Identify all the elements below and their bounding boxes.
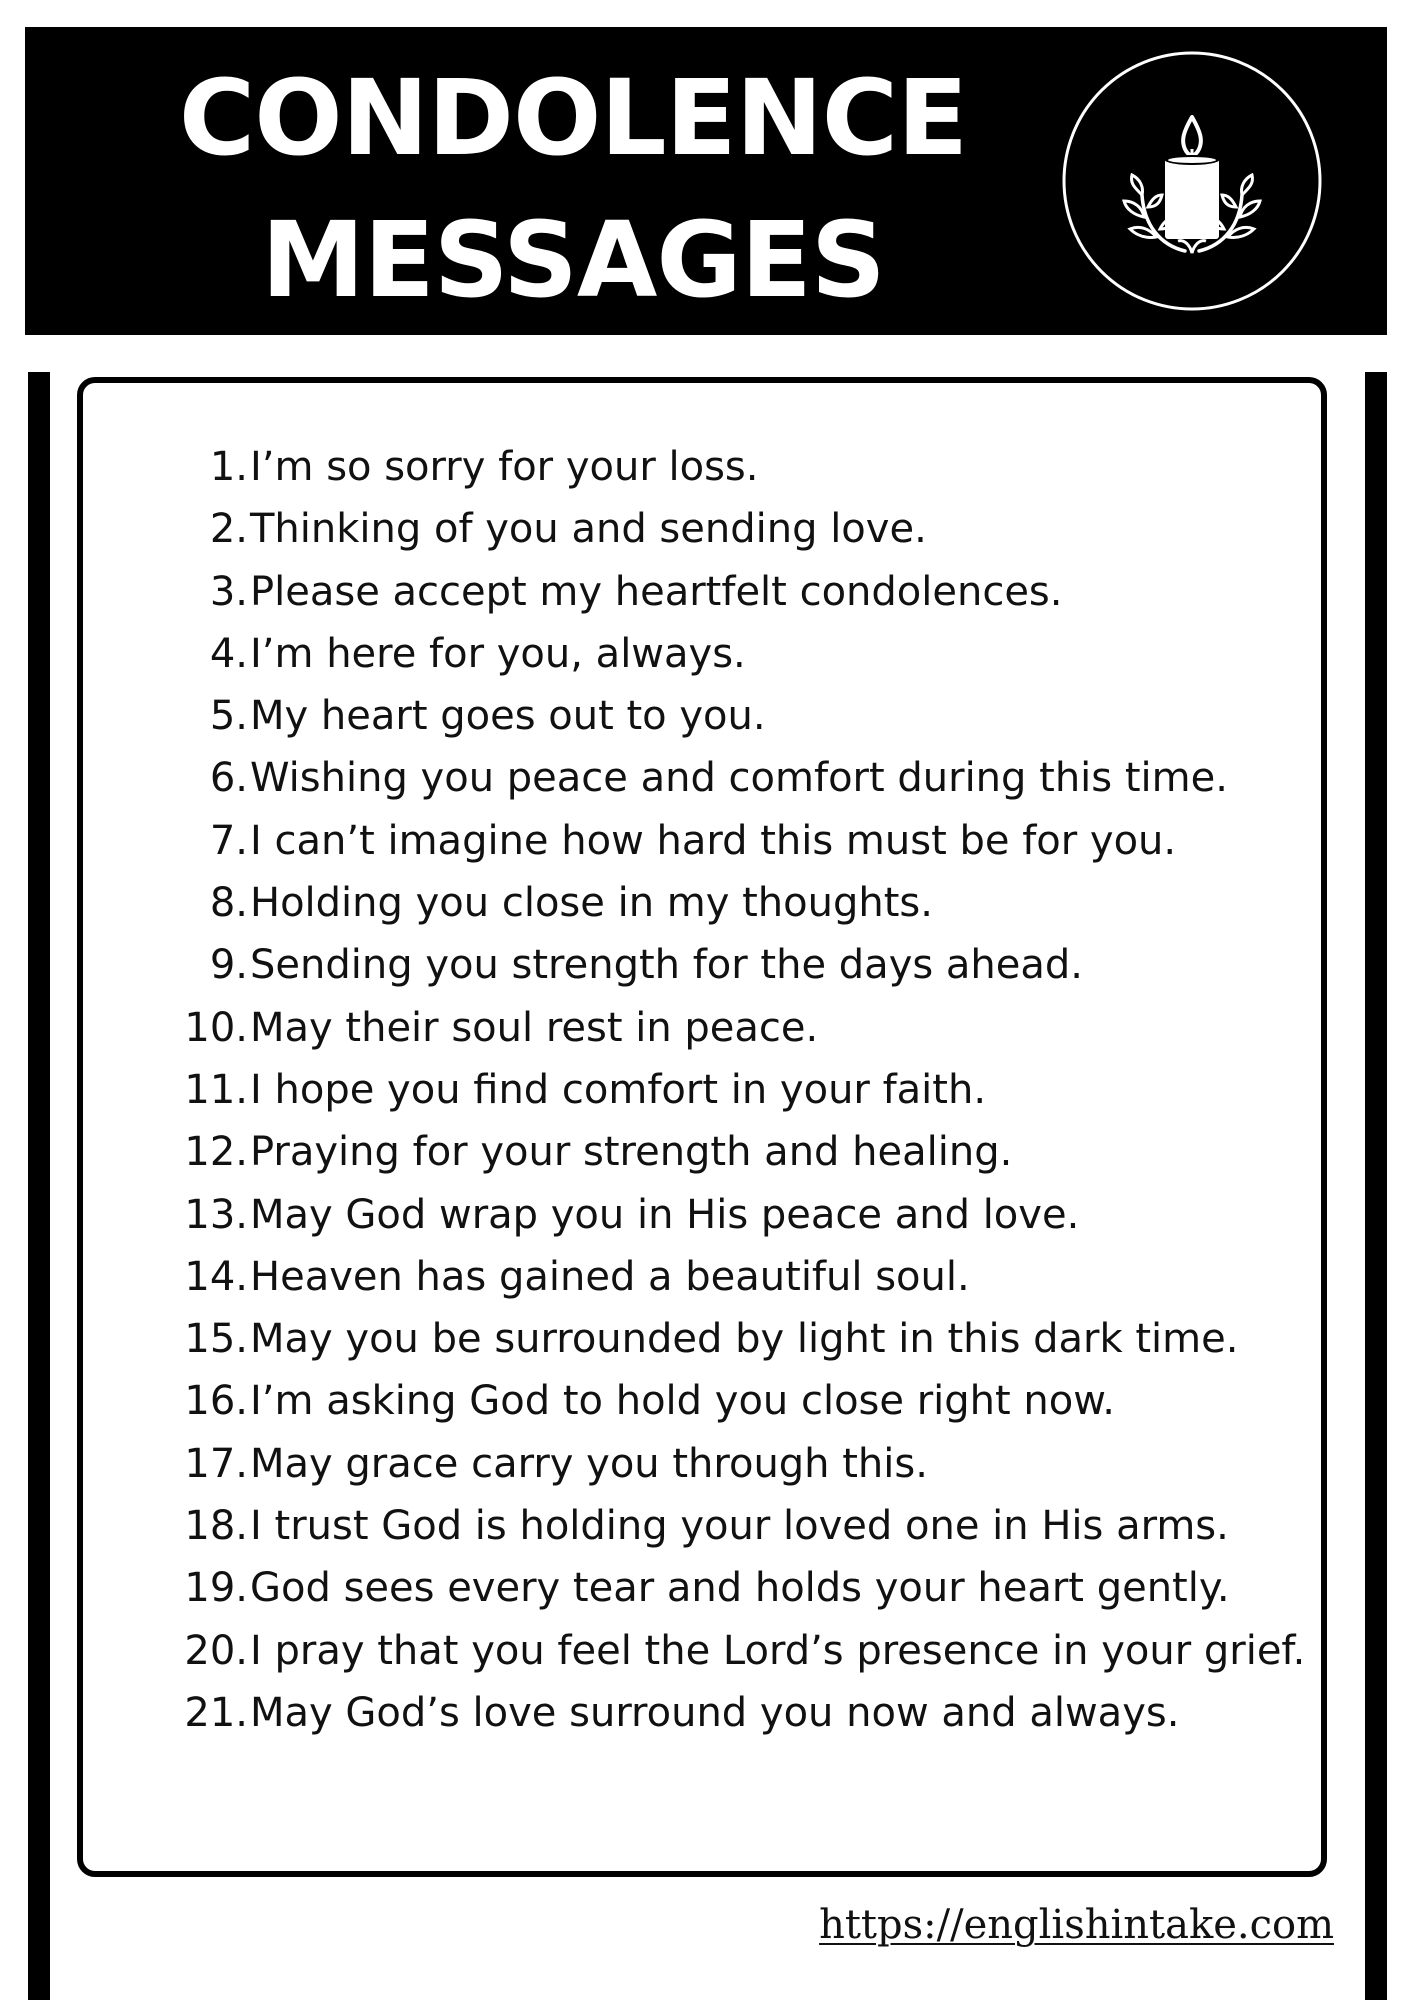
item-text: My heart goes out to you.: [250, 693, 766, 740]
list-item: [175, 1682, 1325, 1744]
item-number: 19.: [184, 1565, 248, 1612]
messages-panel: [77, 377, 1327, 1877]
item-number: 14.: [184, 1253, 248, 1300]
list-item: [175, 934, 1325, 996]
item-text: I’m here for you, always.: [250, 630, 746, 677]
list-item: [175, 1620, 1325, 1682]
list-item: [175, 1557, 1325, 1619]
item-text: Wishing you peace and comfort during this time.: [250, 755, 1228, 802]
item-text: Please accept my heartfelt condolences.: [250, 568, 1063, 615]
item-text: God sees every tear and holds your heart gently.: [250, 1565, 1230, 1612]
item-number: 16.: [184, 1378, 248, 1425]
list-item: [175, 498, 1325, 560]
item-number: 15.: [184, 1316, 248, 1363]
list-item: [175, 872, 1325, 934]
item-number: 17.: [184, 1440, 248, 1487]
item-text: May you be surrounded by light in this dark time.: [250, 1316, 1239, 1363]
list-item: [175, 1433, 1325, 1495]
item-text: May God’s love surround you now and always.: [250, 1689, 1180, 1736]
list-item: [175, 747, 1325, 809]
header-banner: [25, 27, 1387, 335]
item-text: I hope you find comfort in your faith.: [250, 1066, 987, 1113]
item-text: I’m asking God to hold you close right now.: [250, 1378, 1115, 1425]
item-number: 12.: [184, 1129, 248, 1176]
list-item: [175, 436, 1325, 498]
list-item: [175, 1308, 1325, 1370]
list-item: [175, 1059, 1325, 1121]
page-title: [153, 47, 993, 331]
list-item: [175, 1370, 1325, 1432]
list-item: [175, 810, 1325, 872]
list-item: [175, 1121, 1325, 1183]
title-line-2: MESSAGES: [261, 199, 885, 321]
item-text: Sending you strength for the days ahead.: [250, 942, 1084, 989]
item-number: 4.: [209, 630, 248, 677]
candle-wreath-icon: [1060, 49, 1324, 313]
item-text: Praying for your strength and healing.: [250, 1129, 1013, 1176]
item-number: 18.: [184, 1503, 248, 1550]
item-number: 9.: [209, 942, 248, 989]
list-item: [175, 685, 1325, 747]
messages-list: [175, 436, 1325, 1744]
item-text: I trust God is holding your loved one in His arms.: [250, 1503, 1229, 1550]
item-number: 1.: [209, 444, 248, 490]
item-number: 6.: [209, 755, 248, 802]
list-item: [175, 1246, 1325, 1308]
item-number: 2.: [209, 506, 248, 553]
item-number: 5.: [209, 693, 248, 740]
list-item: [175, 561, 1325, 623]
item-number: 3.: [209, 568, 248, 615]
list-item: [175, 997, 1325, 1059]
list-item: [175, 1184, 1325, 1246]
item-number: 13.: [184, 1191, 248, 1238]
item-text: I pray that you feel the Lord’s presence in your grief.: [250, 1627, 1306, 1674]
item-number: 21.: [184, 1689, 248, 1736]
left-border-bar: [28, 372, 50, 2000]
item-number: 20.: [184, 1627, 248, 1674]
right-border-bar: [1365, 372, 1387, 2000]
item-text: I’m so sorry for your loss.: [250, 444, 759, 490]
item-text: Holding you close in my thoughts.: [250, 880, 933, 927]
item-text: Thinking of you and sending love.: [250, 506, 927, 553]
item-number: 10.: [184, 1004, 248, 1051]
item-number: 8.: [209, 880, 248, 927]
item-text: Heaven has gained a beautiful soul.: [250, 1253, 970, 1300]
website-link[interactable]: https://englishintake.com: [819, 1902, 1334, 1948]
item-number: 11.: [184, 1066, 248, 1113]
list-item: [175, 1495, 1325, 1557]
list-item: [175, 623, 1325, 685]
item-number: 7.: [209, 817, 248, 864]
item-text: I can’t imagine how hard this must be for you.: [250, 817, 1177, 864]
item-text: May their soul rest in peace.: [250, 1004, 819, 1051]
item-text: May grace carry you through this.: [250, 1440, 928, 1487]
title-line-1: CONDOLENCE: [178, 57, 968, 179]
item-text: May God wrap you in His peace and love.: [250, 1191, 1080, 1238]
